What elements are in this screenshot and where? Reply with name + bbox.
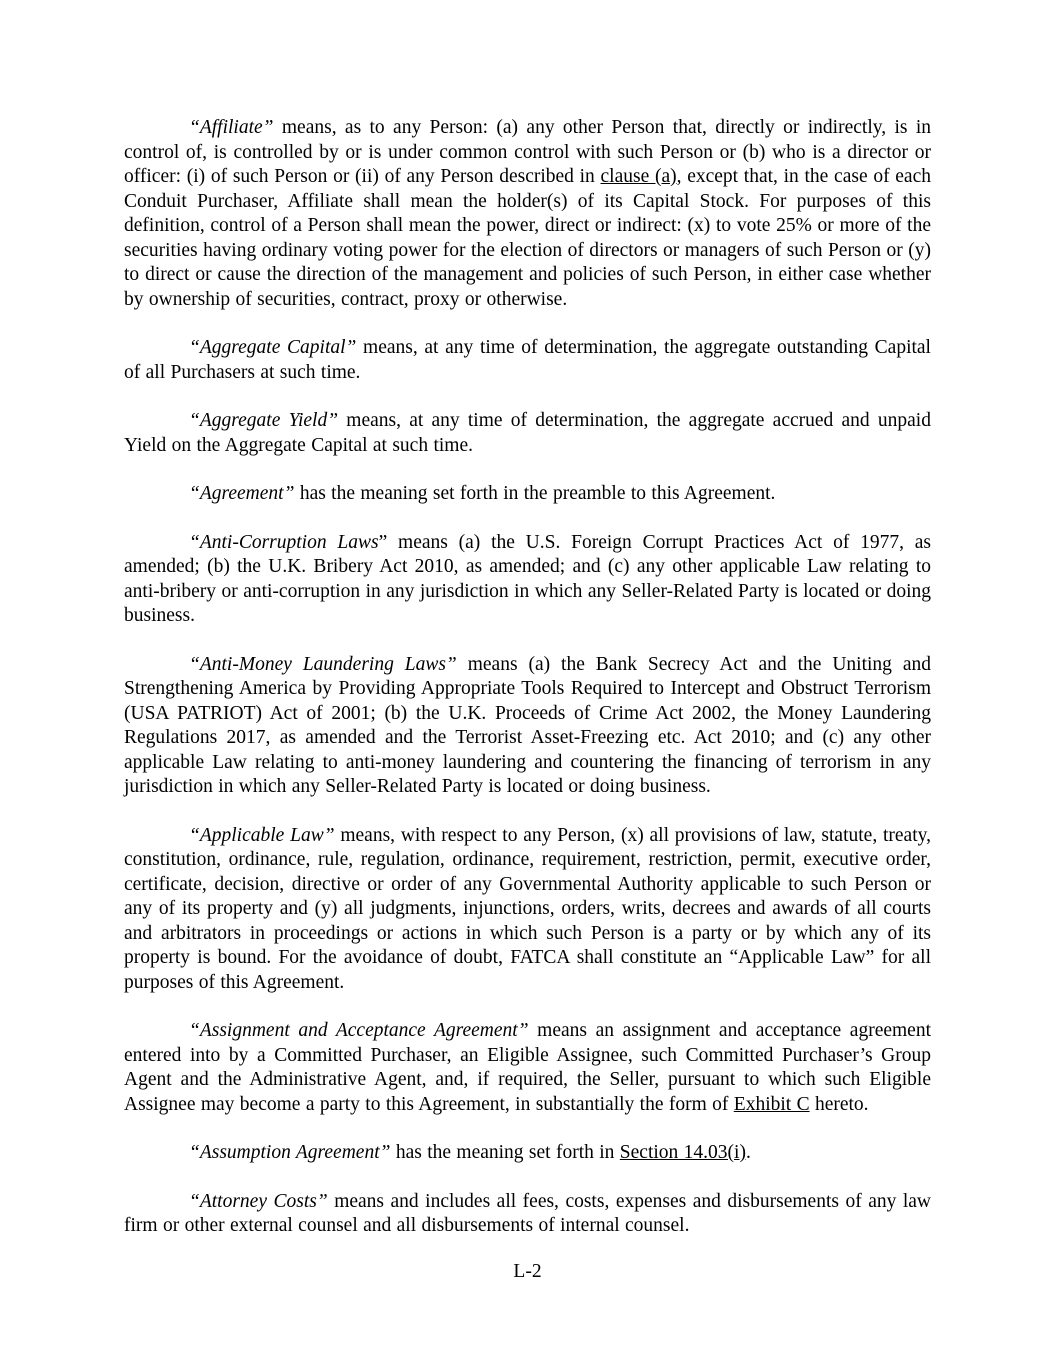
defined-term: “Aggregate Yield”: [189, 410, 339, 431]
defined-term: “Agreement”: [189, 483, 295, 504]
text-run: , except that, in the case of each Conduit Purchaser, Affiliate shall mean the holder(s) of its Capital Stock. For purposes of this definition, control of a Person shall mean the power, direct or indirect: (x) to vote 25% or more of the securities having ordinary voting power for the election of directors or managers of such Person or (y) to direct or cause the direction of the management and policies of such Person, in either case whether by ownership of securities, contract, proxy or otherwise.: [124, 166, 931, 310]
paragraph: [124, 1141, 931, 1166]
text-run: means and includes all fees, costs, expenses and disbursements of any law firm or other external counsel and all disbursements of internal counsel.: [124, 1190, 932, 1236]
defined-term: “Attorney Costs”: [189, 1190, 328, 1212]
text-run: has the meaning set forth in: [390, 1142, 620, 1163]
cross-reference: Section 14.03(i): [619, 1142, 746, 1163]
defined-term: “Assumption Agreement”: [189, 1142, 391, 1163]
cross-reference: clause (a): [600, 166, 677, 187]
defined-term: “Applicable Law”: [189, 824, 335, 846]
paragraph: [124, 482, 931, 507]
page-number-footer: L-2: [513, 1261, 542, 1282]
text-run: means, with respect to any Person, (x) all provisions of law, statute, treaty, constitution, ordinance, rule, regulation, ordinance, requirement, restriction, permit, executive order, certificate, decision, directive or order of any Governmental Authority applicable to such Person or any of its property and (y) all judgments, injunctions, orders, writs, decrees and awards of all courts and arbitrators in proceedings or actions in which such Person is a party or by which any of its property is bound. For the avoidance of doubt, FATCA shall constitute an “Applicable Law” for all purposes of this Agreement.: [124, 824, 931, 993]
text-run: hereto.: [809, 1093, 869, 1115]
paragraph: [124, 409, 931, 458]
paragraph: [124, 824, 931, 996]
paragraph: [124, 116, 931, 312]
defined-term: “Anti-Corruption Laws: [189, 531, 379, 553]
text-run: means an assignment and acceptance agreement entered into by a Committed Purchaser, an Eligible Assignee, such Committed Purchaser’s Group Agent and the Administrative Agent, and, if required, the Seller, pursuant to which such Eligible Assignee may become a party to this Agreement, in substantially the form of: [124, 1020, 931, 1115]
text-run: means, at any time of determination, the aggregate outstanding Capital of all Purchasers at such time.: [124, 337, 931, 383]
text-run: .: [745, 1142, 751, 1163]
defined-term: “Affiliate”: [189, 117, 274, 138]
text-run: has the meaning set forth in the preamble to this Agreement.: [294, 483, 776, 504]
paragraph: [124, 1019, 931, 1117]
text-run: means, as to any Person: (a) any other Person that, directly or indirectly, is in control of, is controlled by or is under common control with such Person or (b) who is a director or officer: (i) of such Person or (ii) of any Person described in: [124, 117, 931, 187]
defined-term: “Aggregate Capital”: [189, 337, 357, 358]
cross-reference: Exhibit C: [733, 1093, 810, 1115]
document-body: [124, 116, 931, 1263]
text-run: ” means (a) the U.S. Foreign Corrupt Practices Act of 1977, as amended; (b) the U.K. Bribery Act 2010, as amended; and (c) any other applicable Law relating to anti-bribery or anti-corruption in any jurisdiction in which any Seller-Related Party is located or doing business.: [124, 531, 932, 626]
defined-term: “Anti-Money Laundering Laws”: [189, 653, 457, 675]
text-run: means, at any time of determination, the aggregate accrued and unpaid Yield on the Aggregate Capital at such time.: [124, 410, 931, 456]
defined-term: “Assignment and Acceptance Agreement”: [189, 1020, 529, 1041]
paragraph: [124, 653, 931, 800]
paragraph: [124, 1190, 931, 1239]
paragraph: [124, 531, 931, 629]
paragraph: [124, 336, 931, 385]
text-run: means (a) the Bank Secrecy Act and the Uniting and Strengthening America by Providing Appropriate Tools Required to Intercept and Obstruct Terrorism (USA PATRIOT) Act of 2001; (b) the U.K. Proceeds of Crime Act 2002, the Money Laundering Regulations 2017, as amended and the Terrorist Asset-Freezing etc. Act 2010; and (c) any other applicable Law relating to anti-money laundering and countering the financing of terrorism in any jurisdiction in which any Seller-Related Party is located or doing business.: [124, 653, 932, 797]
